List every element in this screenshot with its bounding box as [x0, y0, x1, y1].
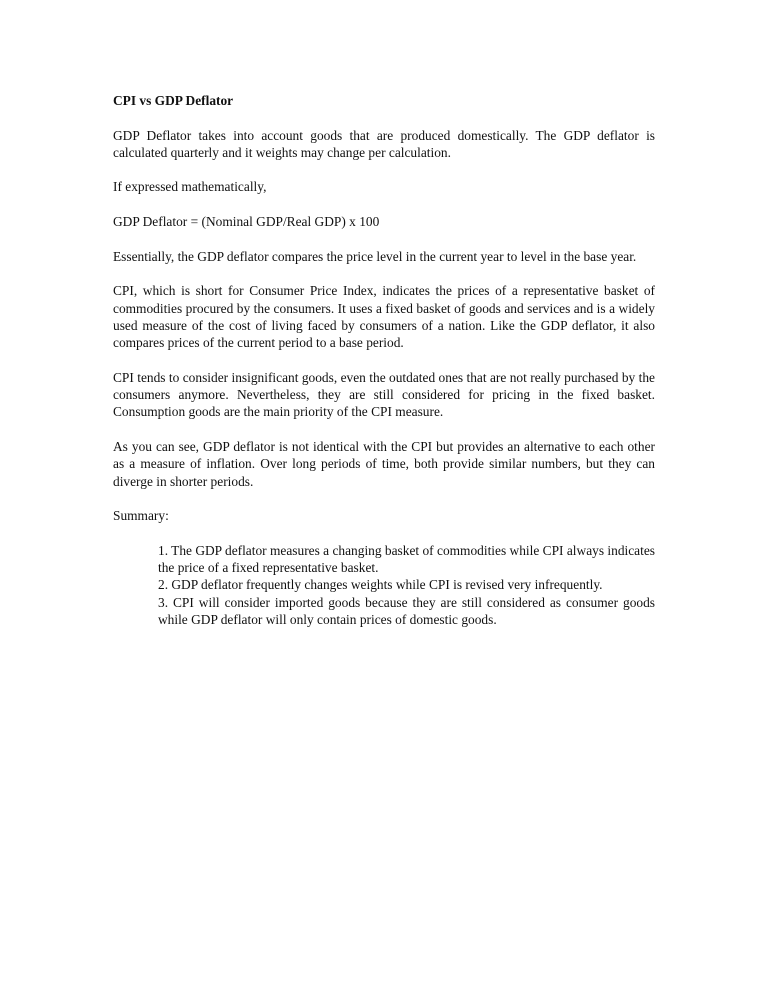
document-page — [113, 92, 655, 628]
paragraph-cpi-goods: CPI tends to consider insignificant goods, even the outdated ones that are not really purchased by the consumers anymore. Nevertheless, they are still considered for pricing in the fixed basket. Consumption goods are the main priority of the CPI measure. — [113, 369, 655, 420]
summary-item: 2. GDP deflator frequently changes weights while CPI is revised very infrequently. — [158, 577, 603, 593]
paragraph-cpi-definition: CPI, which is short for Consumer Price Index, indicates the prices of a representative basket of commodities procured by the consumers. It uses a fixed basket of goods and services and is a widely used measure of the cost of living faced by consumers of a nation. Like the GDP deflator, it also compares prices of the current period to a base period. — [113, 283, 655, 351]
paragraph-comparison: Essentially, the GDP deflator compares the price level in the current year to level in the base year. — [113, 248, 637, 264]
summary-item: 1. The GDP deflator measures a changing basket of commodities while CPI always indicates the price of a fixed representative basket. — [158, 542, 655, 576]
paragraph-conclusion: As you can see, GDP deflator is not identical with the CPI but provides an alternative to each other as a measure of inflation. Over long periods of time, both provide similar numbers, but they can diverge in shorter periods. — [113, 438, 655, 489]
paragraph-math-intro: If expressed mathematically, — [113, 179, 267, 195]
summary-list — [113, 542, 655, 628]
paragraph-formula: GDP Deflator = (Nominal GDP/Real GDP) x 100 — [113, 214, 380, 230]
summary-item: 3. CPI will consider imported goods because they are still considered as consumer goods while GDP deflator will only contain prices of domestic goods. — [158, 594, 655, 627]
summary-label: Summary: — [113, 508, 169, 524]
document-title: CPI vs GDP Deflator — [113, 93, 234, 108]
paragraph-gdp-deflator-intro: GDP Deflator takes into account goods that are produced domestically. The GDP deflator is calculated quarterly and it weights may change per calculation. — [113, 127, 655, 160]
